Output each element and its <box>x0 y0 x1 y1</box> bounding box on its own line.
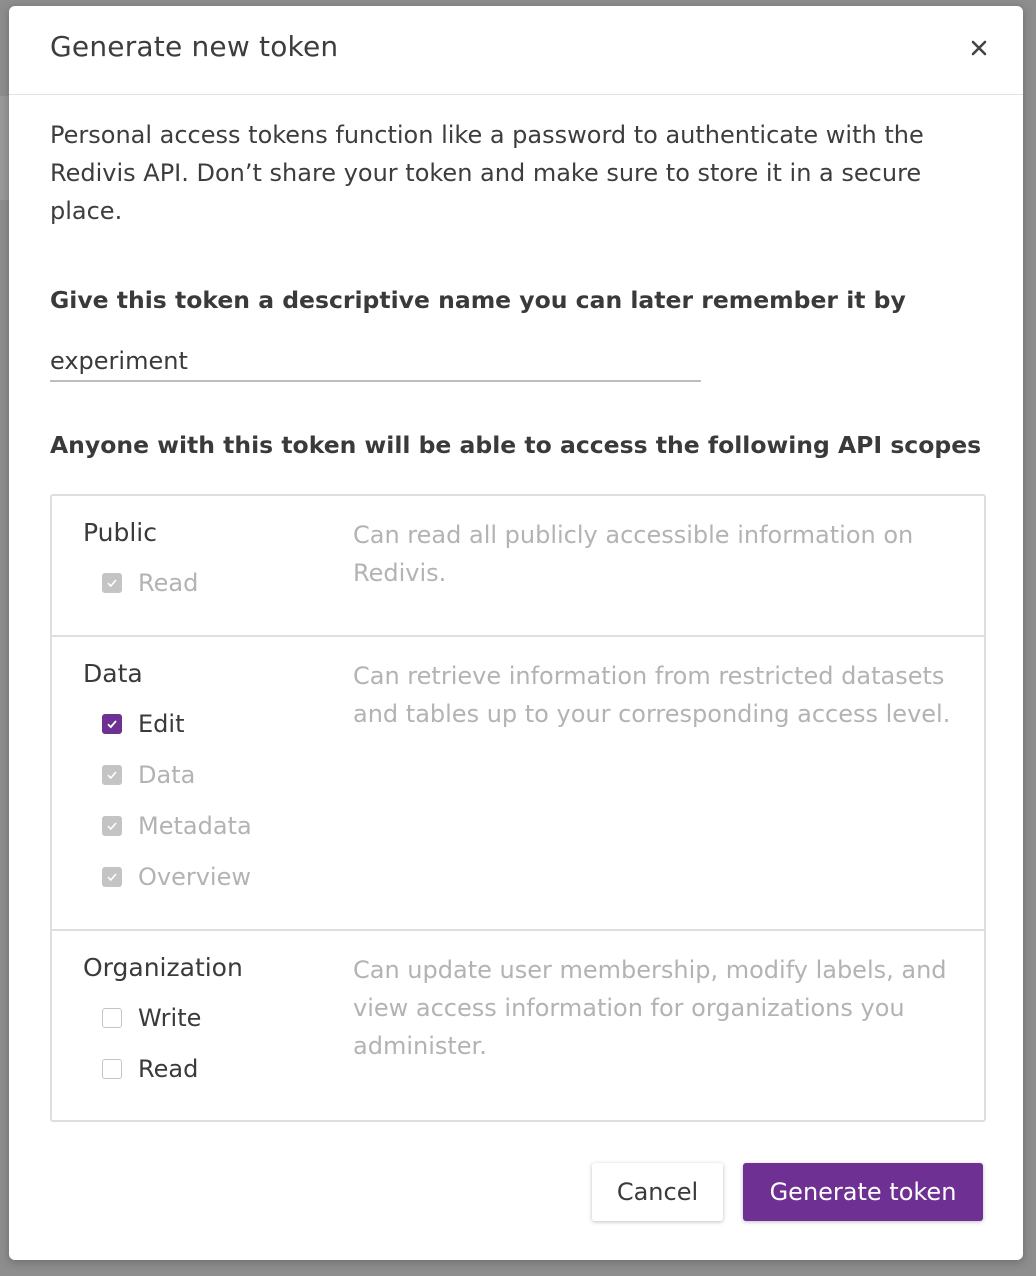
scope-desc-data: Can retrieve information from restricted datasets and tables up to your corresponding access level. <box>353 662 951 728</box>
scope-row-public <box>52 496 984 637</box>
scopes-label: Anyone with this token will be able to access the following API scopes <box>50 431 982 459</box>
scope-desc-organization: Can update user membership, modify labels, and view access information for organizations you administer. <box>353 956 947 1060</box>
check-icon <box>106 820 118 832</box>
scope-title-public: Public <box>83 518 157 547</box>
scope-row-data <box>52 637 984 931</box>
dialog-footer <box>592 1163 983 1221</box>
dialog-title: Generate new token <box>50 30 339 63</box>
checkbox-label: Edit <box>138 710 185 738</box>
check-icon <box>106 718 118 730</box>
checkbox-label: Write <box>138 1004 202 1032</box>
scope-title-organization: Organization <box>83 953 243 982</box>
scope-title-data: Data <box>83 659 143 688</box>
scopes-box <box>50 494 986 1122</box>
checkbox-data-overview[interactable] <box>102 862 251 892</box>
checkbox-box <box>102 573 122 593</box>
check-icon <box>106 577 118 589</box>
dialog-body <box>50 94 984 1083</box>
generate-token-dialog <box>9 6 1023 1260</box>
scope-row-organization <box>52 931 984 1120</box>
dialog-header <box>9 6 1023 95</box>
checkbox-label: Metadata <box>138 812 252 840</box>
checkbox-data-metadata[interactable] <box>102 811 252 841</box>
check-icon <box>106 769 118 781</box>
checkbox-public-read[interactable] <box>102 568 198 598</box>
checkbox-box <box>102 1008 122 1028</box>
token-name-label: Give this token a descriptive name you can later remember it by <box>50 286 906 314</box>
cancel-button[interactable]: Cancel <box>592 1163 723 1221</box>
token-name-input[interactable] <box>50 342 701 382</box>
checkbox-label: Read <box>138 1055 199 1083</box>
checkbox-organization-read[interactable] <box>102 1054 198 1084</box>
scope-desc-public: Can read all publicly accessible information on Redivis. <box>353 521 914 587</box>
intro-text: Personal access tokens function like a password to authenticate with the Redivis API. Don’t share your token and make sure to store it in a secure place. <box>50 121 924 225</box>
checkbox-label: Data <box>138 761 196 789</box>
close-icon <box>971 40 987 56</box>
checkbox-box <box>102 816 122 836</box>
checkbox-data-edit[interactable] <box>102 709 184 739</box>
checkbox-box <box>102 714 122 734</box>
checkbox-label: Read <box>138 569 199 597</box>
checkbox-data-data[interactable] <box>102 760 195 790</box>
checkbox-label: Overview <box>138 863 251 891</box>
checkbox-organization-write[interactable] <box>102 1003 201 1033</box>
check-icon <box>106 871 118 883</box>
generate-token-button[interactable]: Generate token <box>743 1163 983 1221</box>
checkbox-box <box>102 1059 122 1079</box>
close-button[interactable] <box>965 34 993 62</box>
checkbox-box <box>102 867 122 887</box>
checkbox-box <box>102 765 122 785</box>
